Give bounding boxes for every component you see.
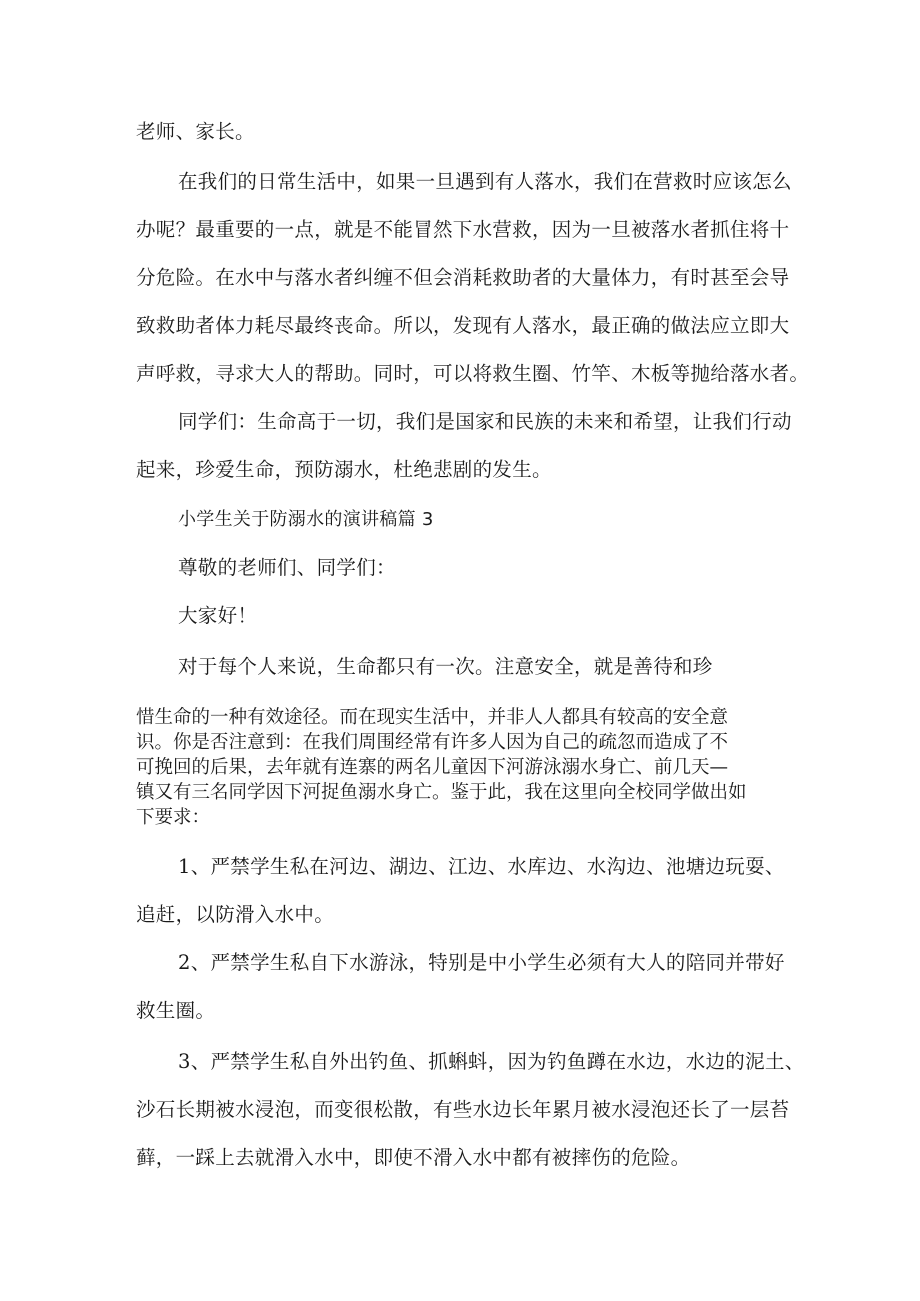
- text-line: 致救助者体力耗尽最终丧命。所以，发现有人落水，最正确的做法应立即大: [136, 314, 790, 337]
- text-line: 可挽回的后果，去年就有连寨的两名儿童因下河游泳溺水身亡、前几天—: [136, 757, 729, 778]
- text-line: 藓，一踩上去就滑入水中，即使不滑入水中都有被摔伤的危险。: [136, 1146, 691, 1169]
- text-line: 老师、家长。: [136, 120, 255, 143]
- rule-item-2: 2、严禁学生私自下水游泳，特别是中小学生必须有大人的陪同并带好: [178, 951, 785, 974]
- text-line: 起来，珍爱生命，预防溺水，杜绝悲剧的发生。: [136, 458, 552, 481]
- text-line: 声呼救，寻求大人的帮助。同时，可以将救生圈、竹竿、木板等抛给落水者。: [136, 362, 810, 385]
- text-line: 同学们：生命高于一切，我们是国家和民族的未来和希望，让我们行动: [178, 410, 792, 433]
- text-line: 惜生命的一种有效途径。而在现实生活中，并非人人都具有较高的安全意: [136, 707, 729, 728]
- text-line: 分危险。在水中与落水者纠缠不但会消耗救助者的大量体力，有时甚至会导: [136, 266, 790, 289]
- text-line: 沙石长期被水浸泡，而变很松散，有些水边长年累月被水浸泡还长了一层苔: [136, 1098, 790, 1121]
- text-line: 办呢？最重要的一点，就是不能冒然下水营救，因为一旦被落水者抓住将十: [136, 218, 790, 241]
- rule-item-3: 3、严禁学生私自外出钓鱼、抓蝌蚪，因为钓鱼蹲在水边，水边的泥土、: [178, 1050, 805, 1073]
- text-line: 识。你是否注意到：在我们周围经常有许多人因为自己的疏忽而造成了不: [136, 732, 729, 753]
- text-line: 救生圈。: [136, 999, 216, 1022]
- rule-item-1: 1、严禁学生私在河边、湖边、江边、水库边、水沟边、池塘边玩耍、: [178, 855, 785, 878]
- text-line: 追赶，以防滑入水中。: [136, 903, 335, 926]
- greeting: 大家好！: [178, 604, 258, 627]
- text-line: 对于每个人来说，生命都只有一次。注意安全，就是善待和珍: [178, 655, 713, 678]
- text-line: 在我们的日常生活中，如果一旦遇到有人落水，我们在营救时应该怎么: [178, 170, 792, 193]
- section-title: 小学生关于防溺水的演讲稿篇 3: [178, 509, 434, 530]
- text-line: 镇又有三名同学因下河捉鱼溺水身亡。鉴于此，我在这里向全校同学做出如: [136, 782, 747, 803]
- salutation: 尊敬的老师们、同学们：: [178, 556, 396, 579]
- text-line: 下要求：: [136, 807, 211, 828]
